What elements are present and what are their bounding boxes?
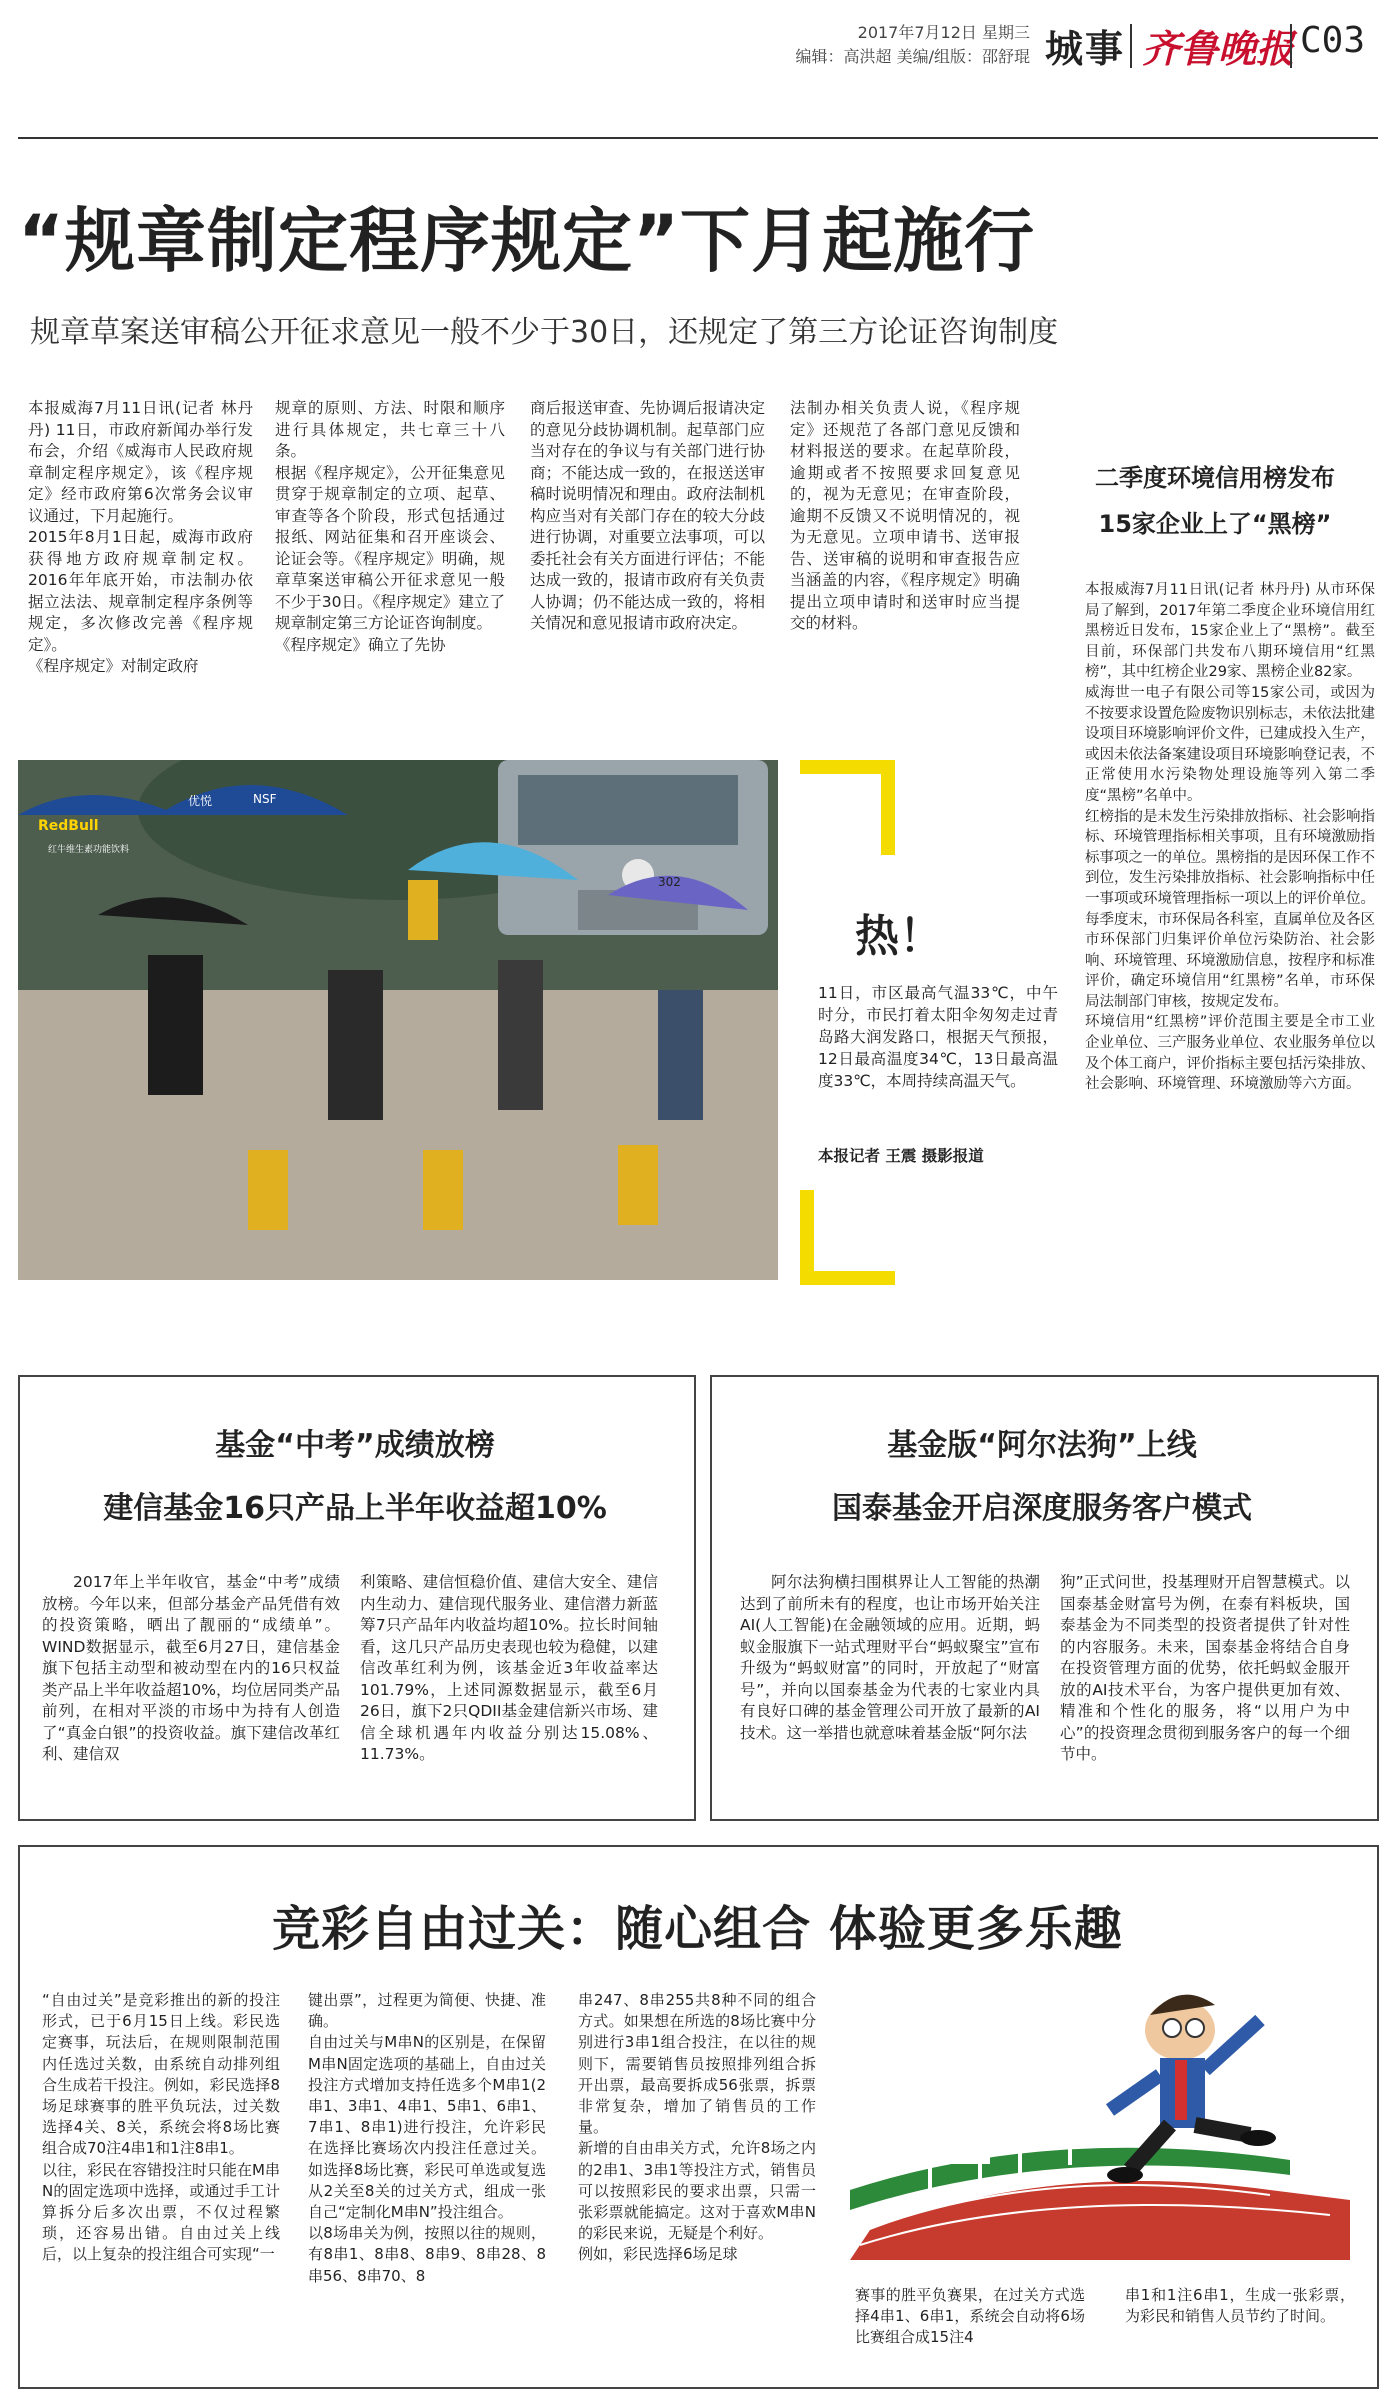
street-photo: [18, 760, 778, 1280]
header-divider: [1130, 24, 1132, 68]
header-divider: [1290, 24, 1292, 68]
side-title-2: 15家企业上了“黑榜”: [1098, 510, 1332, 538]
side-body: 本报威海7月11日讯(记者 林丹丹) 从市环保局了解到，2017年第二季度企业环境信用红黑榜近日发布，15家企业上了“黑榜”。截至目前，环保部门共发布八期环境信用“红黑榜”，其中红榜企业29家、黑榜企业82家。 威海世一电子有限公司等15家公司，或因为不按要求设置危险废物识别标志，未依法批建设项目环境影响评价文件，已建成投入生产，或因未依法备案建设项目环境影响登记表，不正常使用水污染物处理设施等列入第二季度“黑榜”名单中。 红榜指的是未发生污染排放指标、社会影响指标、环境管理指标相关事项，且有环境激励指标事项之一的单位。黑榜指的是因环保工作不到位，发生污染排放指标、社会影响指标中任一事项或环境管理指标一项以上的评价单位。 每季度末，市环保局各科室，直属单位及各区市环保部门归集评价单位污染防治、社会影响、环境管理、环境激励信息，按程序和标准评价，确定环境信用“红黑榜”名单，市环保局法制部门审核，按规定发布。 环境信用“红黑榜”评价范围主要是全市工业企业单位、三产服务业单位、农业服务单位以及个体工商户，评价指标主要包括污染排放、社会影响、环境管理、环境激励等六方面。: [1085, 582, 1375, 1093]
photo-caption: 11日，市区最高气温33℃，中午时分，市民打着太阳伞匆匆走过青岛路大润发路口，根据天气预报，12日最高温度34℃，13日最高温度33℃，本周持续高温天气。: [818, 984, 1058, 1090]
lead-column-1: 本报威海7月11日讯(记者 林丹丹) 11日，市政府新闻办举行发布会，介绍《威海市人民政府规章制定程序规定》，该《程序规定》经市政府第6次常务会议审议通过，下月起施行。 2015年8月1日起，威海市政府获得地方政府规章制定权。2016年年底开始，市法制办依据立法法、规章制定程序条例等规定，多次修改完善《程序规定》。 《程序规定》对制定政府: [28, 399, 253, 675]
box1-title-1: 基金“中考”成绩放榜: [215, 1428, 495, 1463]
box2-column-2: 狗”正式问世，投基理财开启智慧模式。以国泰基金财富号为例，在泰有料板块，国泰基金为不同类型的投资者提供了针对性的内容服务。未来，国泰基金将结合自身在投资管理方面的优势，依托蚂蚁金服开放的AI技术平台，为客户提供更加有效、精准和个性化的服务，将“以用户为中心”的投资理念贯彻到服务客户的每一个细节中。: [1060, 1573, 1350, 1763]
section-name: 城事: [1045, 27, 1126, 71]
sign-text-redbull: RedBull: [38, 818, 99, 834]
yellow-accent: [800, 1271, 895, 1285]
box2-title-1: 基金版“阿尔法狗”上线: [887, 1428, 1197, 1463]
box3-column-2: 键出票”，过程更为简便、快捷、准确。 自由过关与M串N的区别是，在保留M串N固定选项的基础上，自由过关投注方式增加支持任选多个M串1(2串1、3串1、4串1、5串1、6串1、7串1、8串1)进行投注，允许彩民在选择比赛场次内投注任意过关。如选择8场比赛，彩民可单选或复选从2关至8关的过关方式，组成一张自己“定制化M串N”投注组合。 以8场串关为例，按照以往的规则，有8串1、8串8、8串9、8串28、8串56、8串70、8: [308, 1991, 546, 2285]
box3-title: 竞彩自由过关：随心组合 体验更多乐趣: [272, 1901, 1123, 1957]
sign-text-youyue: 优悦: [188, 794, 213, 808]
box2-title-2: 国泰基金开启深度服务客户模式: [832, 1491, 1252, 1526]
box1-column-1: 2017年上半年收官，基金“中考”成绩放榜。今年以来，但部分基金产品凭借有效的投资策略，晒出了靓丽的“成绩单”。WIND数据显示，截至6月27日，建信基金旗下包括主动型和被动型在内的16只权益类产品上半年收益超10%，均位居同类产品前列，在相对平淡的市场中为持有人创造了“真金白银”的投资收益。旗下建信改革红利、建信双: [42, 1573, 340, 1763]
paper-logo: 齐鲁晚报: [1142, 26, 1295, 71]
box2-column-1: 阿尔法狗横扫围棋界让人工智能的热潮达到了前所未有的程度，也让市场开始关注AI(人工智能)在金融领域的应用。近期，蚂蚁金服旗下一站式理财平台“蚂蚁聚宝”宣布升级为“蚂蚁财富”的同时，开放起了“财富号”，并向以国泰基金为代表的七家业内具有良好口碑的基金管理公司开放了最新的AI技术。这一举措也就意味着基金版“阿尔法: [740, 1573, 1040, 1742]
photo-scene: [18, 760, 778, 1280]
lead-subhead: 规章草案送审稿公开征求意见一般不少于30日，还规定了第三方论证咨询制度: [30, 315, 1059, 350]
sign-text-nsf: NSF: [253, 792, 277, 806]
box1-title-2: 建信基金16只产品上半年收益超10%: [103, 1491, 607, 1526]
plate-text: 302: [658, 875, 681, 889]
lead-headline: “规章制定程序规定”下月起施行: [18, 200, 1036, 282]
box3-column-1: “自由过关”是竞彩推出的新的投注形式，已于6月15日上线。彩民选定赛事，玩法后，在规则限制范围内任选过关数，由系统自动排列组合生成若干投注。例如，彩民选择8场足球赛事的胜平负玩法，过关数选择4关、8关，系统会将8场比赛组合成70注4串1和1注8串1。 以往，彩民在容错投注时只能在M串N的固定选项中选择，或通过手工计算拆分后多次出票，不仅过程繁琐，还容易出错。自由过关上线后，以上复杂的投注组合可实现“一: [42, 1991, 280, 2264]
side-title-1: 二季度环境信用榜发布: [1095, 464, 1335, 492]
editors-credit: 编辑：高洪超 美编/组版：邵舒琨: [795, 47, 1030, 66]
issue-date: 2017年7月12日 星期三: [857, 23, 1030, 42]
box1-column-2: 利策略、建信恒稳价值、建信大安全、建信内生动力、建信现代服务业、建信潜力新蓝筹7只产品年内收益均超10%。拉长时间轴看，这几只产品历史表现也较为稳健，以建信改革红利为例，该基金近3年收益率达101.79%，上述同源数据显示，截至6月26日，旗下2只QDII基金建信新兴市场、建信全球机遇年内收益分别达15.08%、11.73%。: [360, 1573, 658, 1763]
photo-credit: 本报记者 王震 摄影报道: [818, 1147, 984, 1165]
runner-illustration: [850, 1960, 1370, 2260]
lead-column-3: 商后报送审查、先协调后报请决定的意见分歧协调机制。起草部门应当对存在的争议与有关部门进行协商；不能达成一致的，在报送送审稿时说明情况和理由。政府法制机构应当对有关部门存在的较大分歧进行协调，对重要立法事项，可以委托社会有关方面进行评估；不能达成一致的，报请市政府有关负责人协调；仍不能达成一致的，将相关情况和意见报请市政府决定。: [530, 399, 765, 632]
lead-column-2: 规章的原则、方法、时限和顺序进行具体规定，共七章三十八条。 根据《程序规定》，公开征集意见贯穿于规章制定的立项、起草、审查等各个阶段，形式包括通过报纸、网站征集和召开座谈会、论证会等。《程序规定》明确，规章草案送审稿公开征求意见一般不少于30日。《程序规定》建立了规章制定第三方论证咨询制度。 《程序规定》确立了先协: [275, 399, 505, 654]
header-rule: [18, 137, 1378, 139]
photo-hot-title: 热！: [855, 911, 943, 962]
box3-column-3: 串247、8串255共8种不同的组合方式。如果想在所选的8场比赛中分别进行3串1组合投注，在以往的规则下，需要销售员按照排列组合拆开出票，最高要拆成56张票，拆票非常复杂，增加了销售员的工作量。 新增的自由串关方式，允许8场之内的2串1、3串1等投注方式，销售员可以按照彩民的要求出票，只需一张彩票就能搞定。这对于喜欢M串N的彩民来说，无疑是个利好。 例如，彩民选择6场足球: [578, 1991, 816, 2264]
box3-column-4: 赛事的胜平负赛果，在过关方式选择4串1、6串1，系统会自动将6场比赛组合成15注4: [855, 2286, 1085, 2347]
box3-column-5: 串1和1注6串1，生成一张彩票，为彩民和销售人员节约了时间。: [1125, 2286, 1355, 2326]
page-number: C03: [1300, 20, 1366, 61]
sign-text-redbull-cn: 红牛维生素功能饮料: [48, 845, 130, 855]
lead-column-4: 法制办相关负责人说，《程序规定》还规范了各部门意见反馈和材料报送的要求。在起草阶段，逾期或者不按照要求回复意见的，视为无意见；在审查阶段，逾期不反馈又不说明情况的，视为无意见。立项申请书、送审报告、送审稿的说明和审查报告应当涵盖的内容，《程序规定》明确提出立项申请时和送审时应当提交的材料。: [790, 399, 1020, 632]
yellow-accent: [881, 760, 895, 855]
